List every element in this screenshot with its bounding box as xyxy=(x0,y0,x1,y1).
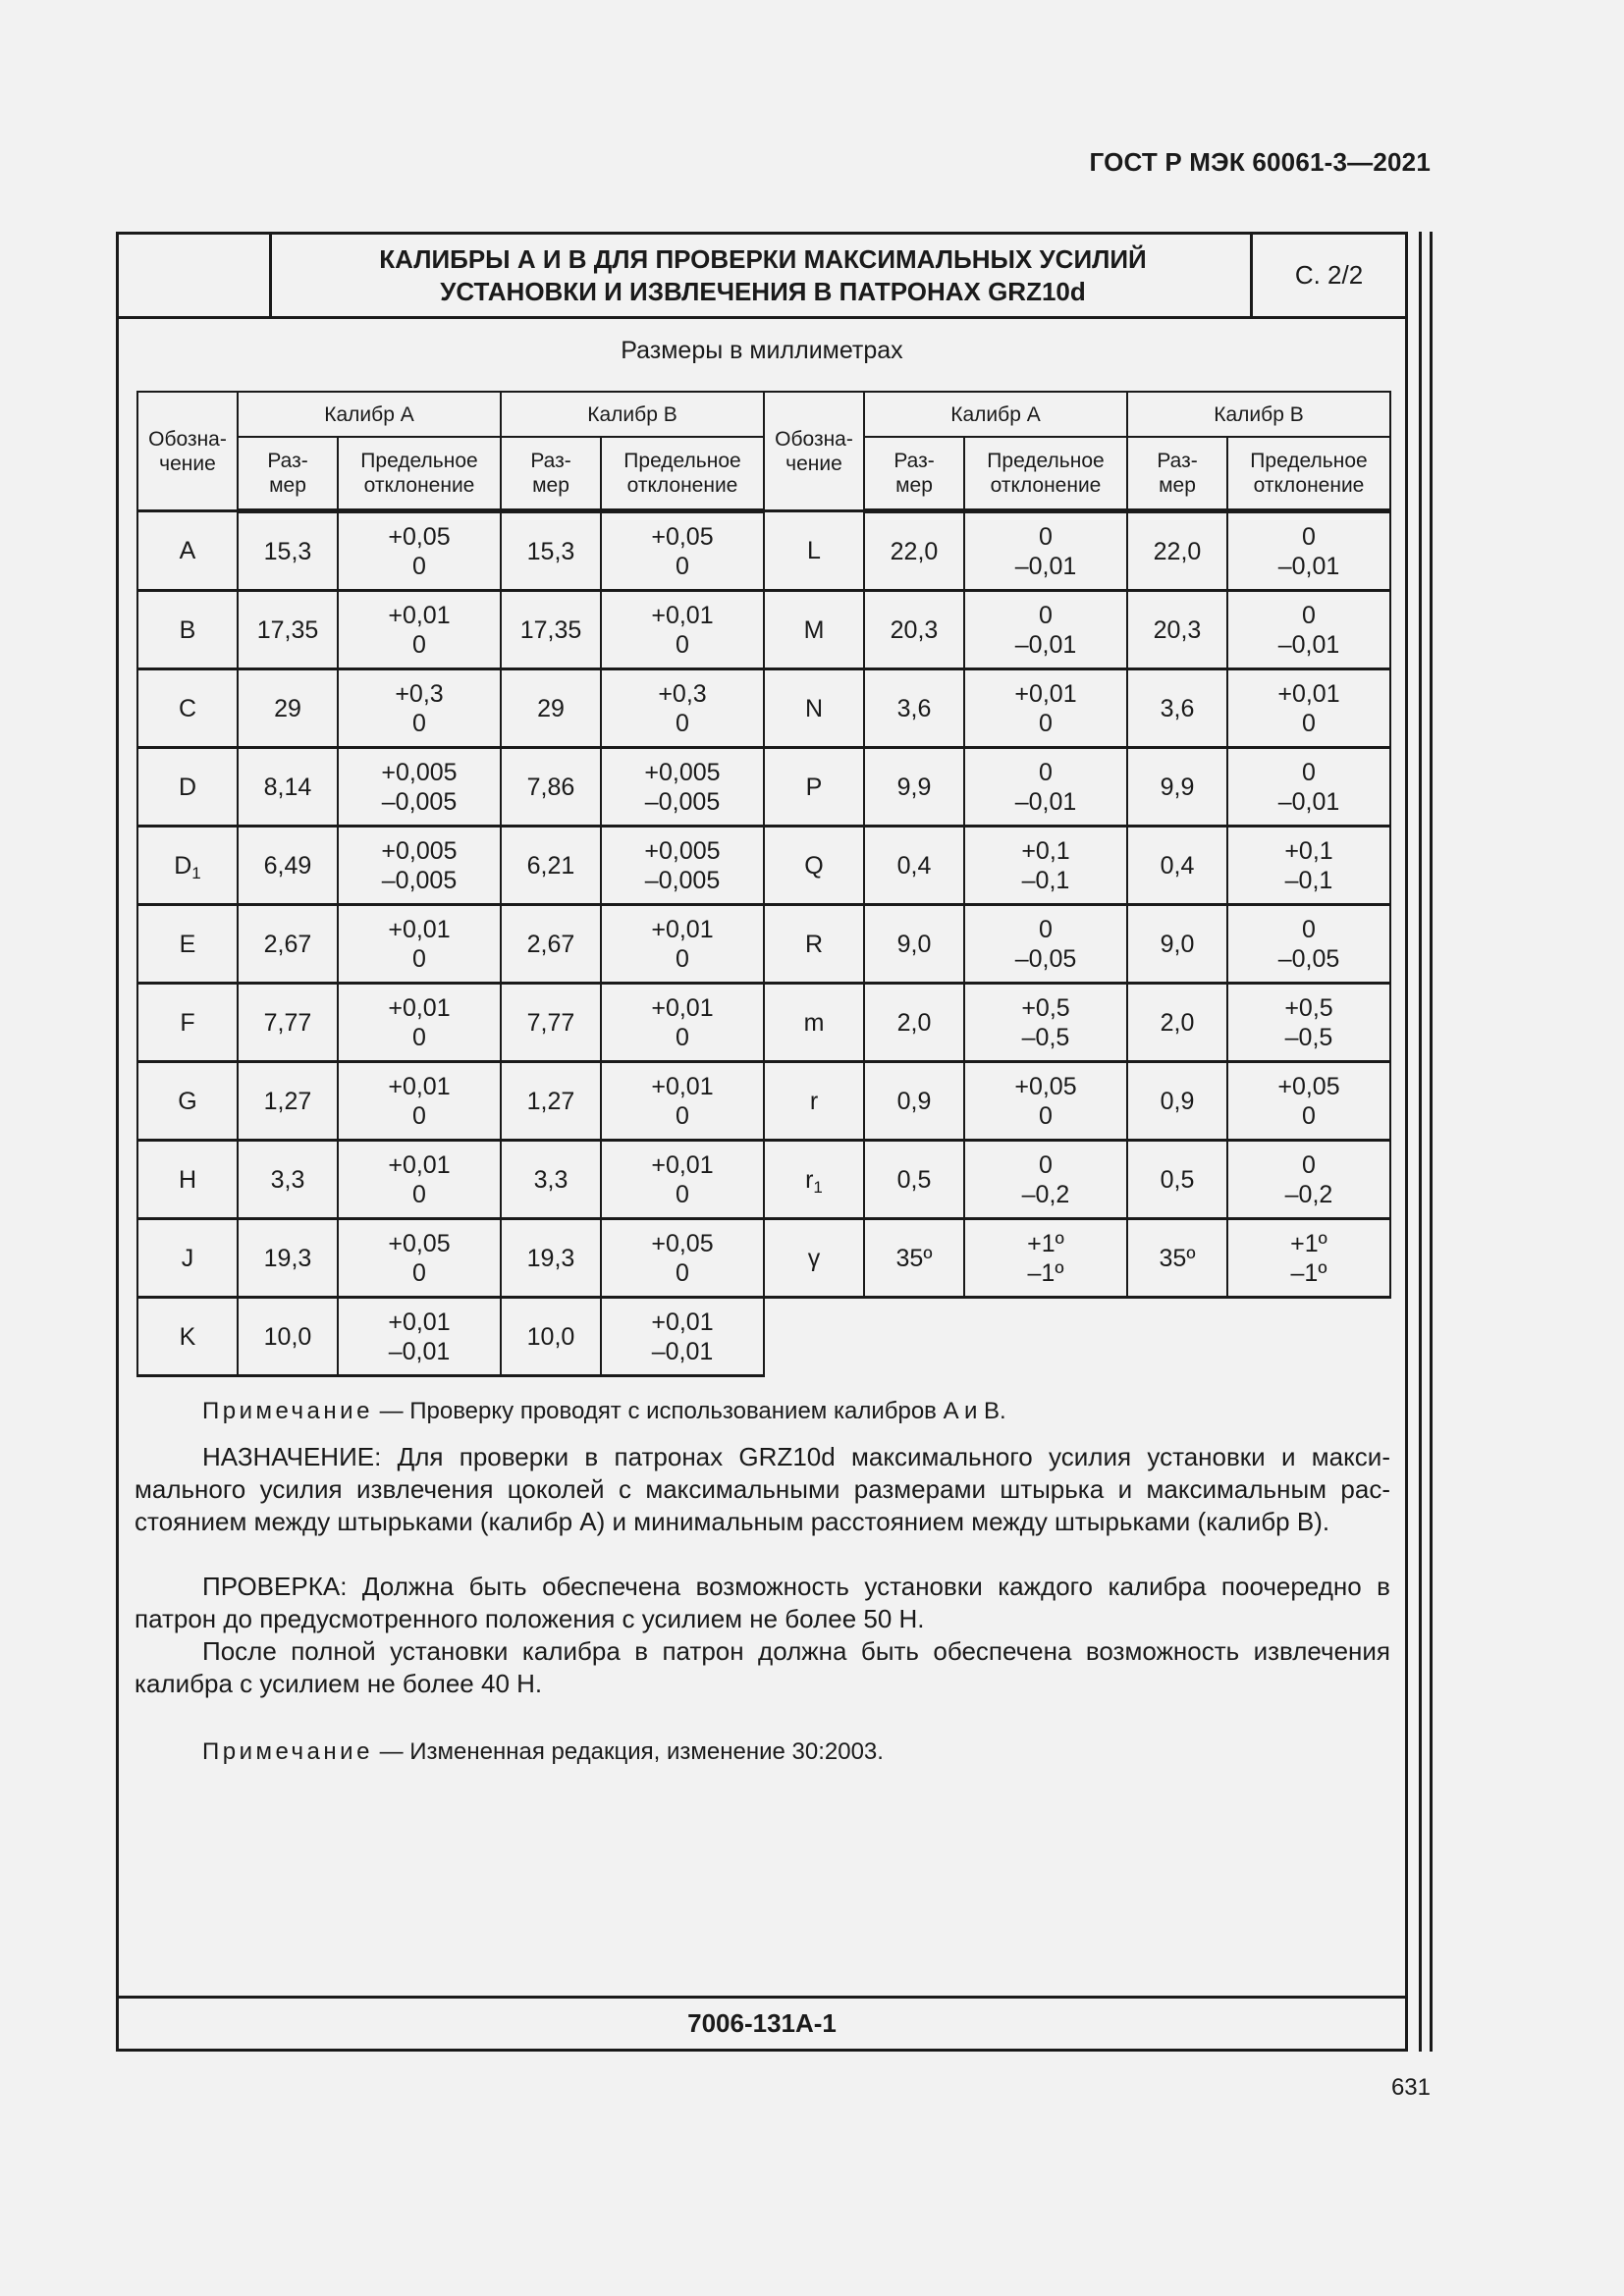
cell-gauge-a-size: 0,4 xyxy=(864,827,964,905)
header-size: Раз- мер xyxy=(1127,437,1227,511)
cell-designation: L xyxy=(764,511,864,591)
cell-gauge-b-size: 22,0 xyxy=(1127,511,1227,591)
cell-gauge-b-deviation: +0,01 0 xyxy=(601,591,764,669)
table-row xyxy=(764,1141,1390,1219)
cell-designation: B xyxy=(137,591,238,669)
dimensions-table-left xyxy=(136,391,765,1377)
cell-gauge-a-size: 29 xyxy=(238,669,338,748)
cell-gauge-b-deviation: +0,5 –0,5 xyxy=(1227,984,1390,1062)
cell-gauge-a-size: 2,67 xyxy=(238,905,338,984)
sheet-title-line2: УСТАНОВКИ И ИЗВЛЕЧЕНИЯ В ПАТРОНАХ GRZ10d xyxy=(440,276,1086,306)
header-gauge-a: Калибр A xyxy=(864,392,1127,437)
cell-gauge-a-deviation: +1º –1º xyxy=(964,1219,1127,1298)
cell-gauge-b-deviation: 0 –0,2 xyxy=(1227,1141,1390,1219)
cell-gauge-a-size: 9,0 xyxy=(864,905,964,984)
sheet-frame xyxy=(116,232,1408,2052)
cell-gauge-a-deviation: 0 –0,01 xyxy=(964,748,1127,827)
cell-gauge-b-size: 2,0 xyxy=(1127,984,1227,1062)
cell-gauge-b-size: 0,5 xyxy=(1127,1141,1227,1219)
cell-gauge-b-deviation: 0 –0,01 xyxy=(1227,511,1390,591)
cell-gauge-b-size: 3,3 xyxy=(501,1141,601,1219)
check-paragraph-2: После полной установки калибра в патрон должна быть обеспечена возможность извлечения калибра с усилием не более 40 Н. xyxy=(135,1636,1390,1698)
table-row xyxy=(137,905,764,984)
cell-gauge-a-deviation: +0,01 0 xyxy=(338,591,501,669)
header-deviation: Предельное отклонение xyxy=(1227,437,1390,511)
cell-gauge-a-size: 8,14 xyxy=(238,748,338,827)
designation-subscript: 1 xyxy=(191,863,201,882)
cell-designation: J xyxy=(137,1219,238,1298)
cell-designation: E xyxy=(137,905,238,984)
cell-gauge-a-size: 10,0 xyxy=(238,1298,338,1376)
table-row xyxy=(764,748,1390,827)
cell-designation: Q xyxy=(764,827,864,905)
cell-gauge-b-size: 0,4 xyxy=(1127,827,1227,905)
cell-gauge-a-deviation: +0,05 0 xyxy=(338,511,501,591)
note-2 xyxy=(135,1735,1390,1768)
header-size: Раз- мер xyxy=(501,437,601,511)
cell-gauge-b-deviation: 0 –0,05 xyxy=(1227,905,1390,984)
cell-gauge-b-size: 9,9 xyxy=(1127,748,1227,827)
note-label: Примечание xyxy=(202,1738,373,1765)
cell-gauge-b-size: 9,0 xyxy=(1127,905,1227,984)
table-row xyxy=(137,748,764,827)
cell-designation: N xyxy=(764,669,864,748)
table-row xyxy=(764,827,1390,905)
cell-gauge-b-deviation: +0,01 –0,01 xyxy=(601,1298,764,1376)
header-gauge-a: Калибр A xyxy=(238,392,501,437)
cell-gauge-a-deviation: +0,05 0 xyxy=(964,1062,1127,1141)
table-row xyxy=(137,984,764,1062)
cell-gauge-a-deviation: +0,1 –0,1 xyxy=(964,827,1127,905)
frame-right-line xyxy=(1430,232,1433,2052)
cell-gauge-b-size: 17,35 xyxy=(501,591,601,669)
cell-gauge-b-deviation: +0,3 0 xyxy=(601,669,764,748)
table-row xyxy=(764,984,1390,1062)
title-left-cell xyxy=(119,235,272,316)
cell-gauge-a-size: 0,9 xyxy=(864,1062,964,1141)
cell-gauge-a-deviation: 0 –0,01 xyxy=(964,591,1127,669)
cell-designation: $D_1$ xyxy=(137,827,238,905)
cell-gauge-a-size: 15,3 xyxy=(238,511,338,591)
header-deviation: Предельное отклонение xyxy=(964,437,1127,511)
header-designation: Обозна- чение xyxy=(137,392,238,511)
cell-designation: R xyxy=(764,905,864,984)
table-row xyxy=(137,591,764,669)
cell-gauge-a-size: 3,3 xyxy=(238,1141,338,1219)
units-caption: Размеры в миллиметрах xyxy=(621,337,903,364)
title-block xyxy=(119,235,1405,319)
cell-gauge-b-deviation: 0 –0,01 xyxy=(1227,748,1390,827)
cell-gauge-b-size: 15,3 xyxy=(501,511,601,591)
cell-gauge-a-deviation: +0,01 0 xyxy=(338,905,501,984)
cell-designation: G xyxy=(137,1062,238,1141)
header-gauge-b: Калибр B xyxy=(1127,392,1390,437)
cell-designation: H xyxy=(137,1141,238,1219)
cell-gauge-a-size: 2,0 xyxy=(864,984,964,1062)
cell-gauge-b-size: 3,6 xyxy=(1127,669,1227,748)
cell-gauge-a-deviation: +0,005 –0,005 xyxy=(338,827,501,905)
designation-subscript: 1 xyxy=(813,1177,823,1197)
header-size: Раз- мер xyxy=(864,437,964,511)
cell-gauge-b-size: 29 xyxy=(501,669,601,748)
cell-designation: m xyxy=(764,984,864,1062)
cell-designation: $r_1$ xyxy=(764,1141,864,1219)
cell-gauge-a-deviation: +0,05 0 xyxy=(338,1219,501,1298)
cell-gauge-a-size: 6,49 xyxy=(238,827,338,905)
cell-designation: γ xyxy=(764,1219,864,1298)
cell-gauge-b-size: 19,3 xyxy=(501,1219,601,1298)
cell-gauge-b-deviation: +0,01 0 xyxy=(601,1141,764,1219)
note-1-text: — Проверку проводят с использованием калибров A и B. xyxy=(372,1398,1006,1424)
table-row xyxy=(764,591,1390,669)
cell-gauge-a-deviation: 0 –0,05 xyxy=(964,905,1127,984)
table-row xyxy=(137,827,764,905)
cell-gauge-a-size: 35º xyxy=(864,1219,964,1298)
cell-gauge-a-size: 3,6 xyxy=(864,669,964,748)
table-row xyxy=(764,1219,1390,1298)
cell-gauge-b-size: 35º xyxy=(1127,1219,1227,1298)
header-deviation: Предельное отклонение xyxy=(601,437,764,511)
cell-gauge-b-deviation: +0,05 0 xyxy=(601,1219,764,1298)
cell-gauge-b-deviation: 0 –0,01 xyxy=(1227,591,1390,669)
table-row xyxy=(137,1219,764,1298)
cell-gauge-a-size: 9,9 xyxy=(864,748,964,827)
standard-designation: ГОСТ Р МЭК 60061-3—2021 xyxy=(1089,147,1431,177)
cell-gauge-a-size: 17,35 xyxy=(238,591,338,669)
cell-gauge-a-deviation: +0,01 0 xyxy=(338,1062,501,1141)
cell-gauge-a-deviation: +0,005 –0,005 xyxy=(338,748,501,827)
cell-gauge-b-size: 1,27 xyxy=(501,1062,601,1141)
table-row xyxy=(137,1062,764,1141)
header-designation: Обозна- чение xyxy=(764,392,864,511)
cell-gauge-b-size: 20,3 xyxy=(1127,591,1227,669)
table-row xyxy=(137,1141,764,1219)
cell-designation: C xyxy=(137,669,238,748)
cell-gauge-b-deviation: +0,05 0 xyxy=(601,511,764,591)
cell-designation: A xyxy=(137,511,238,591)
purpose-paragraph: НАЗНАЧЕНИЕ: Для проверки в патронах GRZ10d максимального усилия установки и максимального усилия извлечения цоколей с максимальными размерами штырька и максимальным расстоянием между штырьками (калибр A) и минимальным расстоянием между штырьками (калибр B). xyxy=(135,1442,1390,1536)
cell-gauge-a-deviation: +0,01 –0,01 xyxy=(338,1298,501,1376)
cell-gauge-a-deviation: +0,5 –0,5 xyxy=(964,984,1127,1062)
cell-gauge-a-size: 20,3 xyxy=(864,591,964,669)
cell-gauge-a-deviation: +0,3 0 xyxy=(338,669,501,748)
check-paragraph-1: ПРОВЕРКА: Должна быть обеспечена возможность установки каждого калибра поочередно в патрон до предусмотренного положения с усилием не более 50 Н. xyxy=(135,1572,1390,1633)
cell-gauge-b-deviation: +0,1 –0,1 xyxy=(1227,827,1390,905)
sheet-title xyxy=(272,235,1254,316)
cell-gauge-b-size: 6,21 xyxy=(501,827,601,905)
cell-gauge-b-deviation: +0,01 0 xyxy=(601,984,764,1062)
table-row xyxy=(764,511,1390,591)
note-1 xyxy=(135,1395,1390,1427)
cell-gauge-a-size: 7,77 xyxy=(238,984,338,1062)
cell-gauge-b-size: 10,0 xyxy=(501,1298,601,1376)
cell-gauge-b-deviation: +0,01 0 xyxy=(1227,669,1390,748)
cell-designation: K xyxy=(137,1298,238,1376)
cell-designation: r xyxy=(764,1062,864,1141)
cell-designation: M xyxy=(764,591,864,669)
cell-gauge-a-size: 0,5 xyxy=(864,1141,964,1219)
cell-gauge-a-size: 19,3 xyxy=(238,1219,338,1298)
cell-gauge-a-deviation: +0,01 0 xyxy=(964,669,1127,748)
sheet-title-line1: КАЛИБРЫ А И В ДЛЯ ПРОВЕРКИ МАКСИМАЛЬНЫХ УСИЛИЙ xyxy=(379,243,1147,274)
notes-block xyxy=(135,1395,1390,1768)
table-row xyxy=(764,669,1390,748)
cell-gauge-a-deviation: +0,01 0 xyxy=(338,1141,501,1219)
table-row xyxy=(764,905,1390,984)
note-label: Примечание xyxy=(202,1398,373,1424)
cell-gauge-b-deviation: +0,005 –0,005 xyxy=(601,827,764,905)
header-gauge-b: Калибр B xyxy=(501,392,764,437)
page-number: 631 xyxy=(1390,2074,1431,2101)
cell-gauge-b-deviation: +0,005 –0,005 xyxy=(601,748,764,827)
sheet-code: 7006-131A-1 xyxy=(119,1996,1405,2049)
cell-gauge-b-size: 7,86 xyxy=(501,748,601,827)
dimensions-table-right xyxy=(763,391,1391,1299)
cell-gauge-a-deviation: 0 –0,2 xyxy=(964,1141,1127,1219)
sheet-page-indicator: С. 2/2 xyxy=(1250,235,1405,316)
header-deviation: Предельное отклонение xyxy=(338,437,501,511)
table-row xyxy=(137,669,764,748)
cell-gauge-a-size: 22,0 xyxy=(864,511,964,591)
cell-designation: F xyxy=(137,984,238,1062)
cell-gauge-b-size: 0,9 xyxy=(1127,1062,1227,1141)
cell-gauge-b-size: 2,67 xyxy=(501,905,601,984)
header-size: Раз- мер xyxy=(238,437,338,511)
cell-gauge-a-size: 1,27 xyxy=(238,1062,338,1141)
table-row xyxy=(137,511,764,591)
cell-gauge-a-deviation: +0,01 0 xyxy=(338,984,501,1062)
cell-gauge-b-size: 7,77 xyxy=(501,984,601,1062)
cell-gauge-a-deviation: 0 –0,01 xyxy=(964,511,1127,591)
cell-gauge-b-deviation: +1º –1º xyxy=(1227,1219,1390,1298)
cell-designation: D xyxy=(137,748,238,827)
table-row xyxy=(764,1062,1390,1141)
cell-designation: P xyxy=(764,748,864,827)
cell-gauge-b-deviation: +0,01 0 xyxy=(601,905,764,984)
cell-gauge-b-deviation: +0,01 0 xyxy=(601,1062,764,1141)
frame-right-line xyxy=(1419,232,1422,2052)
cell-gauge-b-deviation: +0,05 0 xyxy=(1227,1062,1390,1141)
table-row xyxy=(137,1298,764,1376)
note-2-text: — Измененная редакция, изменение 30:2003. xyxy=(372,1738,884,1765)
